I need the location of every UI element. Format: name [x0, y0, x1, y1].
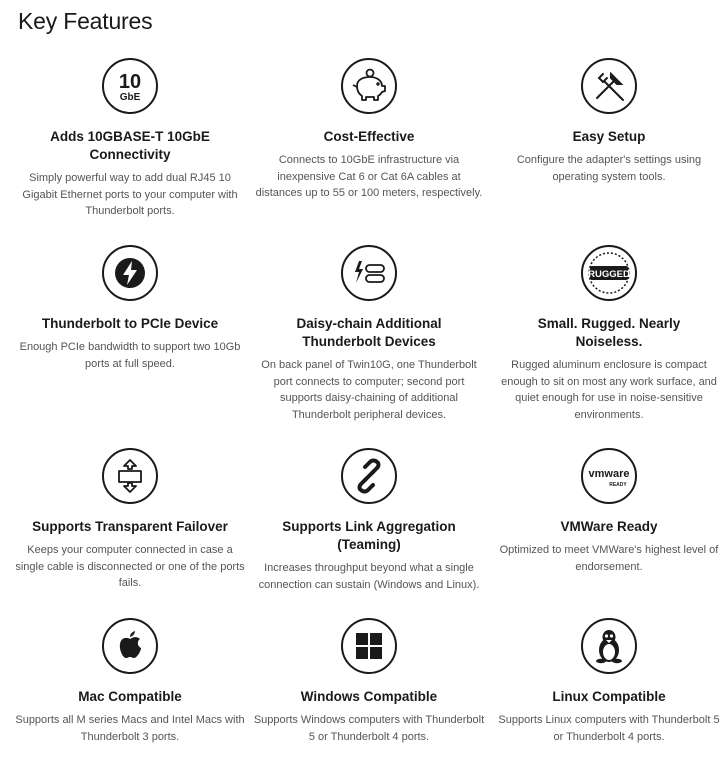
feature-description: Optimized to meet VMWare's highest level of endorsement. [499, 544, 719, 573]
feature-title: Easy Setup [572, 129, 646, 144]
feature-title: Daisy-chain Additional Thunderbolt Devices [296, 316, 442, 349]
10gbe-icon [102, 58, 158, 114]
feature-description: Simply powerful way to add dual RJ45 10 Gigabit Ethernet ports to your computer with Thunderbolt ports. [22, 172, 238, 217]
vmware-icon [581, 448, 637, 504]
tools-icon [581, 58, 637, 114]
feature-title: Supports Link Aggregation (Teaming) [282, 519, 456, 552]
feature-description: Supports all M series Macs and Intel Macs with Thunderbolt 3 ports. [15, 714, 245, 743]
feature-title: Linux Compatible [552, 689, 666, 704]
apple-icon [102, 618, 158, 674]
feature-title: Mac Compatible [78, 689, 182, 704]
link-icon [341, 448, 397, 504]
feature-thunderbolt-pcie [10, 245, 250, 372]
feature-description: Configure the adapter's settings using operating system tools. [516, 154, 702, 183]
failover-icon [102, 448, 158, 504]
piggy-bank-icon [341, 58, 397, 114]
linux-icon [581, 618, 637, 674]
feature-daisy-chain [249, 245, 489, 423]
rugged-icon [581, 245, 637, 301]
feature-title: Supports Transparent Failover [32, 519, 228, 534]
feature-description: Supports Windows computers with Thunderbolt 5 or Thunderbolt 4 ports. [253, 714, 485, 743]
feature-description: Supports Linux computers with Thunderbolt 5 or Thunderbolt 4 ports. [498, 714, 720, 743]
10gbe-icon-number: 10 [118, 71, 142, 93]
feature-windows [249, 618, 489, 745]
feature-title: Thunderbolt to PCIe Device [41, 316, 219, 331]
feature-description: Enough PCIe bandwidth to support two 10Gb ports at full speed. [19, 341, 241, 370]
feature-description: Connects to 10GbE infrastructure via inexpensive Cat 6 or Cat 6A cables at distances up to 55 or 100 meters, respectively. [255, 154, 483, 199]
feature-mac [10, 618, 250, 745]
page-title: Key Features [18, 8, 153, 34]
rugged-icon-label: RUGGED [588, 269, 630, 280]
feature-description: Keeps your computer connected in case a single cable is disconnected or one of the ports fails. [15, 544, 245, 589]
feature-link-aggregation [249, 448, 489, 593]
feature-easy-setup [489, 58, 726, 185]
10gbe-icon-unit: GbE [119, 92, 141, 103]
daisy-chain-icon [341, 245, 397, 301]
thunderbolt-icon [102, 245, 158, 301]
feature-description: Rugged aluminum enclosure is compact enough to sit on most any work surface, and quiet enough for use in noise-sensitive environments. [501, 359, 717, 421]
feature-title: Windows Compatible [300, 689, 438, 704]
feature-failover [10, 448, 250, 592]
feature-title: Adds 10GBASE-T 10GbE Connectivity [50, 129, 210, 162]
feature-linux [489, 618, 726, 745]
feature-title: Cost-Effective [323, 129, 415, 144]
feature-description: On back panel of Twin10G, one Thunderbolt port connects to computer; second port supports daisy-chaining of additional Thunderbolt peripheral devices. [261, 359, 477, 421]
feature-title: Small. Rugged. Nearly Noiseless. [537, 316, 681, 349]
windows-icon [341, 618, 397, 674]
feature-rugged [489, 245, 726, 423]
vmware-icon-label: vmware [588, 468, 630, 480]
vmware-icon-sublabel: READY [609, 482, 627, 488]
feature-cost-effective [249, 58, 489, 202]
feature-10gbe [10, 58, 250, 220]
feature-vmware-ready [489, 448, 726, 575]
feature-description: Increases throughput beyond what a single connection can sustain (Windows and Linux). [258, 562, 480, 591]
feature-title: VMWare Ready [560, 519, 658, 534]
